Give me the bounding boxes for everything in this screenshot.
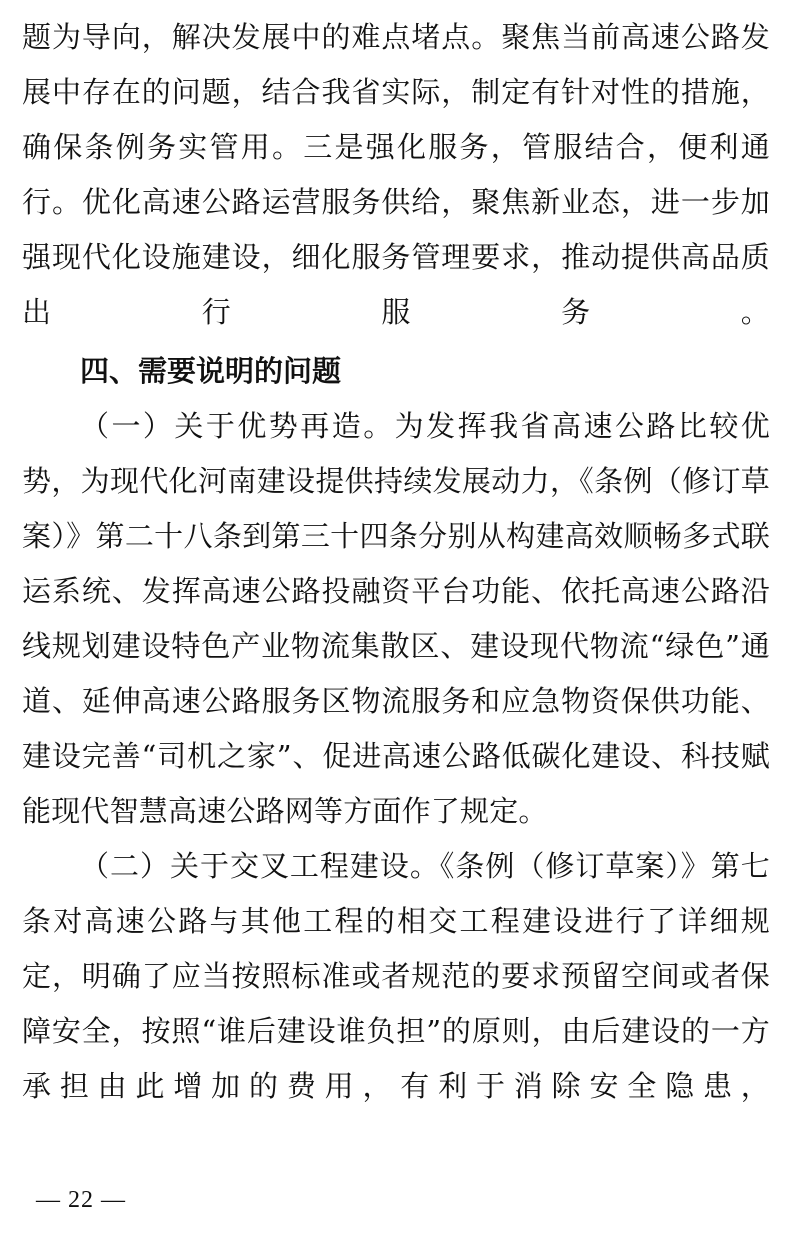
paragraph-advantage-rebuild: （一）关于优势再造。为发挥我省高速公路比较优势，为现代化河南建设提供持续发展动力，《条例（修订草案）》第二十八条到第三十四条分别从构建高效顺畅多式联运系统、发挥高速公路投融资平台功能、依托高速公路沿线规划建设特色产业物流集散区、建设现代物流“绿色”通道、延伸高速公路服务区物流服务和应急物资保供功能、建设完善“司机之家”、促进高速公路低碳化建设、科技赋能现代智慧高速公路网等方面作了规定。	[22, 409, 770, 828]
document-page	[22, 0, 770, 1114]
paragraph-cross-engineering: （二）关于交叉工程建设。《条例（修订草案）》第七条对高速公路与其他工程的相交工程建设进行了详细规定，明确了应当按照标准或者规范的要求预留空间或者保障安全，按照“谁后建设谁负担”的原则，由后建设的一方承担由此增加的费用，有利于消除安全隐患，	[22, 849, 770, 1103]
paragraph-intro: 题为导向，解决发展中的难点堵点。聚焦当前高速公路发展中存在的问题，结合我省实际，制定有针对性的措施，确保条例务实管用。三是强化服务，管服结合，便利通行。优化高速公路运营服务供给，聚焦新业态，进一步加强现代化设施建设，细化服务管理要求，推动提供高品质出行服务。	[22, 20, 770, 329]
section-heading: 四、需要说明的问题	[80, 354, 342, 388]
page-number: — 22 —	[36, 1187, 126, 1213]
